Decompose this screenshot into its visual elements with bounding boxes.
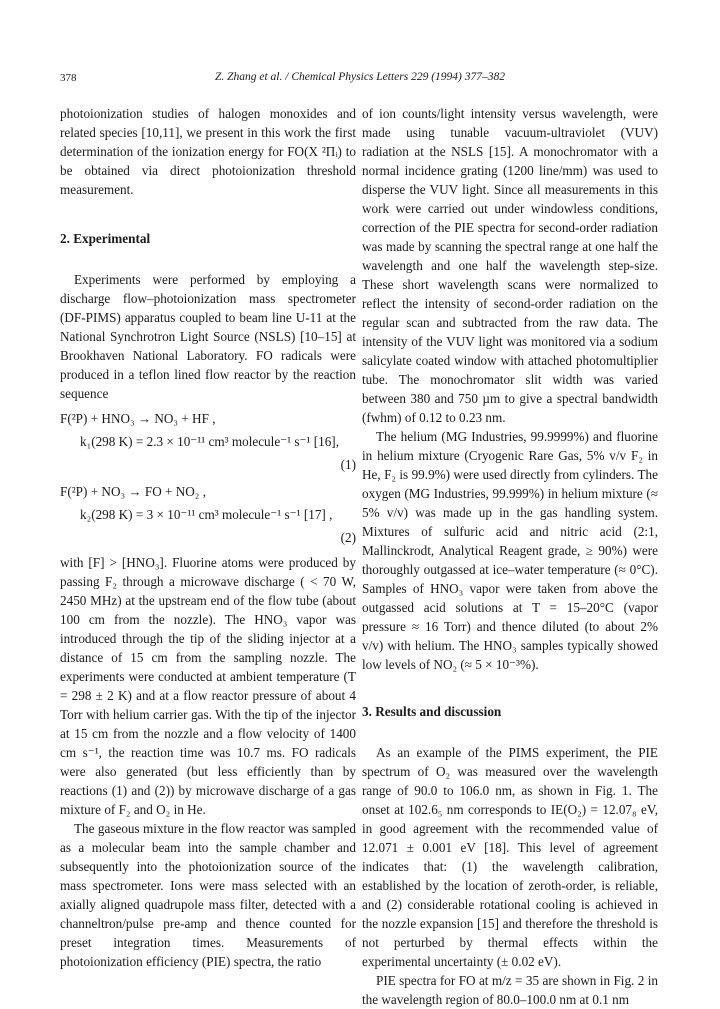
equation-2: F(²P) + NO₃ → FO + NO₂ , xyxy=(60,484,206,499)
section-heading-experimental: 2. Experimental xyxy=(60,231,151,246)
equation-1-rate: k₁(298 K) = 2.3 × 10⁻¹¹ cm³ molecule⁻¹ s⁻¹ [16], xyxy=(80,434,339,449)
experimental-paragraph-1: Experiments were performed by employing a discharge flow–photoionization mass spectrometer (DF-PIMS) apparatus coupled to beam line U-11 at the National Synchrotron Light Source (NSLS) [10–15] at Brookhaven National Laboratory. FO radicals were produced in a teflon lined flow reactor by the reaction sequence xyxy=(60,272,356,401)
section-heading-results: 3. Results and discussion xyxy=(362,704,502,719)
intro-paragraph: photoionization studies of halogen monoxides and related species [10,11], we present in this work the first determination of the ionization energy for FO(X ²Πᵢ) to be obtained via direct photoionization threshold measurement. xyxy=(60,106,356,197)
equation-2-number: (2) xyxy=(340,530,356,545)
results-paragraph-1: As an example of the PIMS experiment, the PIE spectrum of O₂ was measured over the wavelength range of 90.0 to 106.0 nm, as shown in Fig. 1. The onset at 102.6₅ nm corresponds to IE(O₂) = 12.07₈ eV, in good agreement with the recommended value of 12.071 ± 0.001 eV [18]. This level of agreement indicates that: (1) the wavelength calibration, established by the location of zeroth-order, is reliable, and (2) considerable rotational cooling is achieved in the nozzle expansion [15] and therefore the threshold is not perturbed by thermal effects within the experimental uncertainty (± 0.02 eV). xyxy=(362,745,658,969)
right-column xyxy=(362,104,658,1009)
left-column xyxy=(60,104,356,971)
running-head: Z. Zhang et al. / Chemical Physics Letters 229 (1994) 377–382 xyxy=(214,71,506,83)
page-number: 378 xyxy=(60,72,77,84)
experimental-paragraph-2: with [F] > [HNO₃]. Fluorine atoms were produced by passing F₂ through a microwave discharge ( < 70 W, 2450 MHz) at the upstream end of the flow tube (about 100 cm from the nozzle). The HNO₃ vapor was introduced through the tip of the sliding injector at a distance of 15 cm from the sampling nozzle. The experiments were conducted at ambient temperature (T = 298 ± 2 K) and at a flow reactor pressure of about 4 Torr with helium carrier gas. With the tip of the injector at 15 cm from the nozzle and a flow velocity of 1400 cm s⁻¹, the reaction time was 10.7 ms. FO radicals were also generated (but less efficiently than by reactions (1) and (2)) by microwave discharge of a gas mixture of F₂ and O₂ in He. xyxy=(60,555,356,817)
equation-2-rate: k₂(298 K) = 3 × 10⁻¹¹ cm³ molecule⁻¹ s⁻¹ [17] , xyxy=(80,507,333,522)
continuation-paragraph: of ion counts/light intensity versus wavelength, were made using tunable vacuum-ultraviolet (VUV) radiation at the NSLS [15]. A monochromator with a normal incidence grating (1200 line/mm) was used to disperse the VUV light. Since all measurements in this work were carried out under windowless conditions, correction of the PIE spectra for second-order radiation was made by scanning the spectral range at one half the wavelength and one half the wavelength step-size. These short wavelength scans were normalized to reflect the intensity of second-order radiation on the regular scan and subtracted from the raw data. The intensity of the VUV light was monitored via a sodium salicylate coated window with attached photomultiplier tube. The monochromator slit width was varied between 380 and 750 µm to give a spectral bandwidth (fwhm) of 0.12 to 0.23 nm. xyxy=(362,106,658,425)
equation-1-number: (1) xyxy=(340,457,356,472)
materials-paragraph: The helium (MG Industries, 99.9999%) and fluorine in helium mixture (Cryogenic Rare Gas, 5% v/v F₂ in He, F₂ is 99.9%) were used directly from cylinders. The oxygen (MG Industries, 99.999%) in helium mixture (≈ 5% v/v) was made up in the gas handling system. Mixtures of sulfuric acid and nitric acid (2:1, Mallinckrodt, Analytical Reagent grade, ≥ 90%) were thoroughly outgassed at ice–water temperature (≈ 0°C). Samples of HNO₃ vapor were taken from above the outgassed acid solutions at T = 15–20°C (vapor pressure ≈ 16 Torr) and thence diluted (to about 2% v/v) with helium. The HNO₃ samples typically showed low levels of NO₂ (≈ 5 × 10⁻³%). xyxy=(362,429,658,672)
equation-1: F(²P) + HNO₃ → NO₃ + HF , xyxy=(60,411,216,426)
experimental-paragraph-3: The gaseous mixture in the flow reactor was sampled as a molecular beam into the sample chamber and subsequently into the photoionization source of the mass spectrometer. Ions were mass selected with an axially aligned quadrupole mass filter, detected with a channeltron/pulse pre-amp and thence counted for preset integration times. Measurements of photoionization efficiency (PIE) spectra, the ratio xyxy=(60,821,356,969)
results-paragraph-2: PIE spectra for FO at m/z = 35 are shown in Fig. 2 in the wavelength region of 80.0–100.0 nm at 0.1 nm xyxy=(362,973,658,1007)
